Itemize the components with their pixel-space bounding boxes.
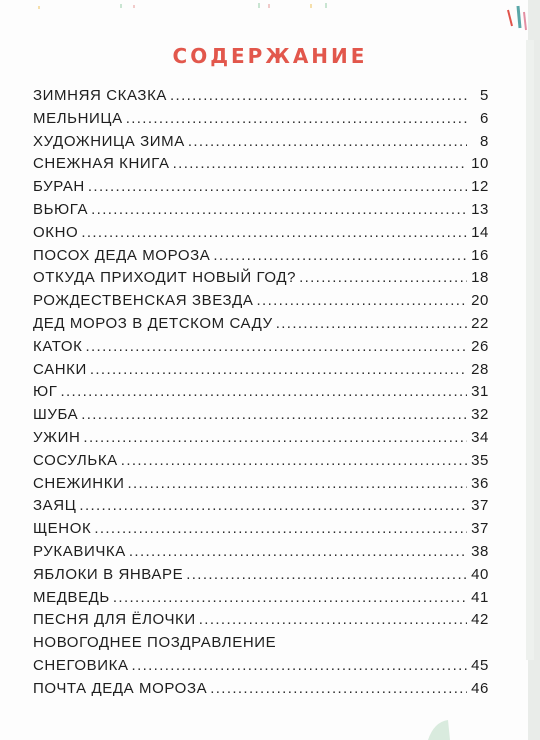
toc-dot-leader bbox=[81, 222, 467, 245]
toc-row bbox=[33, 495, 489, 518]
toc-entry-page: 37 bbox=[471, 520, 489, 538]
toc-entry bbox=[33, 655, 489, 678]
toc-entry-page: 37 bbox=[471, 497, 489, 515]
toc-entry bbox=[33, 245, 489, 268]
toc-entry-page: 6 bbox=[480, 109, 489, 127]
toc-entry-title: СОСУЛЬКА bbox=[33, 451, 118, 469]
toc-row bbox=[33, 587, 489, 610]
toc-dot-leader bbox=[126, 108, 467, 131]
toc-dot-leader bbox=[91, 199, 467, 222]
toc-dot-leader bbox=[94, 518, 467, 541]
toc-dot-leader bbox=[213, 245, 467, 268]
toc-row bbox=[33, 85, 489, 108]
toc-entry-title: ЮГ bbox=[33, 383, 58, 401]
toc-entry bbox=[33, 587, 489, 610]
toc-entry-page: 12 bbox=[471, 178, 489, 196]
toc-entry bbox=[33, 336, 489, 359]
toc-row bbox=[33, 131, 489, 154]
toc-dot-leader bbox=[83, 427, 467, 450]
toc-row bbox=[33, 541, 489, 564]
toc-entry-page: 10 bbox=[471, 155, 489, 173]
toc-entry-page: 35 bbox=[471, 451, 489, 469]
toc-entry bbox=[33, 518, 489, 541]
toc-entry-page: 14 bbox=[471, 223, 489, 241]
toc-entry bbox=[33, 678, 489, 701]
toc-entry bbox=[33, 108, 489, 131]
toc-dot-leader bbox=[132, 655, 467, 678]
toc-entry bbox=[33, 495, 489, 518]
table-of-contents bbox=[33, 85, 489, 701]
toc-entry-title: ОКНО bbox=[33, 223, 79, 241]
toc-entry-title: ЩЕНОК bbox=[33, 520, 92, 538]
toc-entry-title: ЯБЛОКИ В ЯНВАРЕ bbox=[33, 565, 184, 583]
toc-entry-page: 41 bbox=[471, 588, 489, 606]
toc-entry bbox=[33, 313, 489, 336]
toc-row bbox=[33, 359, 489, 382]
toc-dot-leader bbox=[186, 564, 467, 587]
toc-entry-title: НОВОГОДНЕЕ ПОЗДРАВЛЕНИЕ bbox=[33, 634, 277, 652]
toc-entry-title: ПОЧТА ДЕДА МОРОЗА bbox=[33, 679, 208, 697]
toc-row bbox=[33, 108, 489, 131]
toc-entry-page: 31 bbox=[471, 383, 489, 401]
toc-entry-page: 16 bbox=[471, 246, 489, 264]
toc-entry bbox=[33, 381, 489, 404]
toc-row bbox=[33, 290, 489, 313]
toc-entry-page: 32 bbox=[471, 406, 489, 424]
toc-row bbox=[33, 336, 489, 359]
toc-entry-page: 38 bbox=[471, 542, 489, 560]
toc-dot-leader bbox=[129, 541, 467, 564]
toc-row bbox=[33, 564, 489, 587]
toc-row bbox=[33, 199, 489, 222]
toc-entry-page: 8 bbox=[480, 132, 489, 150]
toc-dot-leader bbox=[257, 290, 467, 313]
toc-row bbox=[33, 313, 489, 336]
toc-entry-title: ВЬЮГА bbox=[33, 200, 89, 218]
toc-row bbox=[33, 655, 489, 678]
toc-entry-page: 5 bbox=[480, 87, 489, 104]
toc-entry bbox=[33, 222, 489, 245]
toc-entry-title: ОТКУДА ПРИХОДИТ НОВЫЙ ГОД? bbox=[33, 269, 297, 287]
toc-entry-page: 18 bbox=[471, 269, 489, 287]
toc-dot-leader bbox=[170, 85, 467, 108]
toc-dot-leader bbox=[127, 473, 467, 496]
toc-entry-title: ХУДОЖНИЦА ЗИМА bbox=[33, 132, 185, 150]
toc-entry-page: 42 bbox=[471, 611, 489, 629]
toc-row bbox=[33, 609, 489, 632]
toc-entry-title: ЗАЯЦ bbox=[33, 497, 77, 515]
toc-entry-title: САНКИ bbox=[33, 360, 87, 378]
toc-entry bbox=[33, 632, 489, 655]
top-edge-decoration bbox=[0, 0, 540, 28]
toc-dot-leader bbox=[173, 153, 467, 176]
toc-row bbox=[33, 381, 489, 404]
toc-entry bbox=[33, 609, 489, 632]
toc-row bbox=[33, 450, 489, 473]
toc-entry-title: СНЕЖНАЯ КНИГА bbox=[33, 155, 170, 173]
toc-entry-page: 22 bbox=[471, 314, 489, 332]
toc-entry-title: ШУБА bbox=[33, 406, 79, 424]
toc-row bbox=[33, 404, 489, 427]
toc-entry bbox=[33, 176, 489, 199]
toc-entry bbox=[33, 290, 489, 313]
toc-entry bbox=[33, 131, 489, 154]
toc-dot-leader bbox=[188, 131, 467, 154]
toc-entry bbox=[33, 359, 489, 382]
right-edge-decoration bbox=[500, 0, 540, 740]
toc-entry-title: ДЕД МОРОЗ В ДЕТСКОМ САДУ bbox=[33, 314, 273, 332]
toc-entry-title: УЖИН bbox=[33, 428, 81, 446]
toc-entry bbox=[33, 427, 489, 450]
toc-dot-leader bbox=[88, 176, 467, 199]
toc-dot-leader bbox=[113, 587, 467, 610]
toc-row bbox=[33, 518, 489, 541]
toc-dot-leader bbox=[276, 313, 467, 336]
toc-dot-leader bbox=[199, 609, 467, 632]
toc-entry-title: ПОСОХ ДЕДА МОРОЗА bbox=[33, 246, 211, 264]
toc-row bbox=[33, 176, 489, 199]
toc-row bbox=[33, 267, 489, 290]
toc-row bbox=[33, 632, 489, 655]
toc-entry-page: 36 bbox=[471, 474, 489, 492]
toc-row bbox=[33, 245, 489, 268]
toc-row bbox=[33, 678, 489, 701]
toc-entry bbox=[33, 450, 489, 473]
toc-entry-title: РУКАВИЧКА bbox=[33, 542, 126, 560]
toc-entry-page: 20 bbox=[471, 292, 489, 310]
bottom-edge-decoration bbox=[420, 712, 480, 740]
toc-entry bbox=[33, 85, 489, 108]
toc-entry-title: РОЖДЕСТВЕНСКАЯ ЗВЕЗДА bbox=[33, 292, 254, 310]
toc-dot-leader bbox=[121, 450, 467, 473]
toc-dot-leader bbox=[79, 495, 467, 518]
toc-entry-page: 45 bbox=[471, 656, 489, 674]
toc-entry bbox=[33, 267, 489, 290]
toc-dot-leader bbox=[81, 404, 467, 427]
toc-row bbox=[33, 153, 489, 176]
toc-row bbox=[33, 473, 489, 496]
toc-entry-title: ЗИМНЯЯ СКАЗКА bbox=[33, 87, 168, 104]
toc-entry-page: 40 bbox=[471, 565, 489, 583]
toc-entry-page: 26 bbox=[471, 337, 489, 355]
toc-entry bbox=[33, 541, 489, 564]
toc-dot-leader bbox=[210, 678, 467, 701]
toc-entry bbox=[33, 199, 489, 222]
toc-dot-leader bbox=[299, 267, 467, 290]
toc-entry-title: МЕДВЕДЬ bbox=[33, 588, 110, 606]
toc-row bbox=[33, 222, 489, 245]
toc-entry bbox=[33, 473, 489, 496]
toc-dot-leader bbox=[85, 336, 467, 359]
toc-entry-title: СНЕЖИНКИ bbox=[33, 474, 125, 492]
toc-entry bbox=[33, 564, 489, 587]
toc-entry-title: БУРАН bbox=[33, 178, 85, 196]
toc-entry-title: СНЕГОВИКА bbox=[33, 656, 129, 674]
toc-entry-page: 34 bbox=[471, 428, 489, 446]
toc-entry bbox=[33, 153, 489, 176]
toc-entry-page: 28 bbox=[471, 360, 489, 378]
toc-entry bbox=[33, 404, 489, 427]
toc-entry-page: 46 bbox=[471, 679, 489, 697]
toc-entry-page: 13 bbox=[471, 200, 489, 218]
toc-entry-title: КАТОК bbox=[33, 337, 83, 355]
toc-dot-leader bbox=[60, 381, 467, 404]
toc-entry-title: ПЕСНЯ ДЛЯ ЁЛОЧКИ bbox=[33, 611, 196, 629]
toc-dot-leader bbox=[90, 359, 467, 382]
toc-row bbox=[33, 427, 489, 450]
page-title: СОДЕРЖАНИЕ bbox=[172, 44, 368, 68]
toc-entry-title: МЕЛЬНИЦА bbox=[33, 109, 123, 127]
